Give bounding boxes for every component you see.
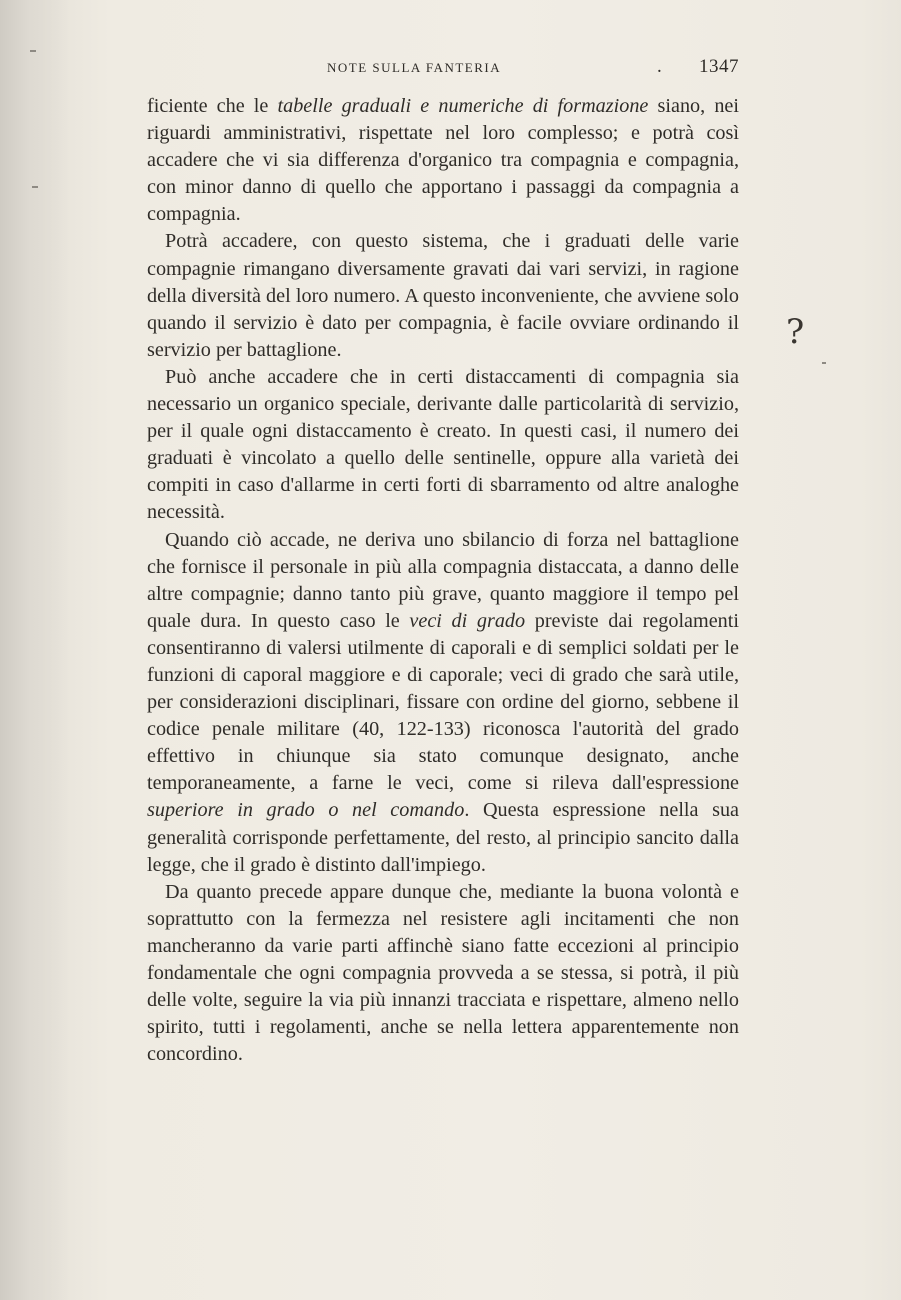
- paragraph: [147, 527, 739, 879]
- body-text: [147, 93, 739, 1068]
- text-run: . Questa espressione nella sua generalità corrisponde perfettamente, del resto, al principio sancito dalla legge, che il grado è distinto dall'impiego.: [147, 799, 740, 876]
- text-run: siano, nei riguardi amministrativi, rispettate nel loro complesso; e potrà così accadere che vi sia differenza d'organico tra compagnia e compagnia, con minor danno di quello che apportano i passaggi da compagnia a compagnia.: [147, 95, 739, 226]
- paragraph: [147, 364, 739, 527]
- text-run: Quando ciò accade, ne deriva uno sbilancio di forza nel battaglione che fornisce il personale in più alla compagnia distaccata, a danno delle altre compagnie; danno tanto più grave, quanto maggiore il tempo pel quale dura. In questo caso le: [147, 528, 739, 632]
- text-run: previste dai regolamenti consentiranno di valersi utilmente di caporali e di semplici soldati per le funzioni di caporal maggiore e di caporale; veci di grado che sarà utile, per considerazioni disciplinari, fissare con ordine del giorno, sebbene il codice penale militare (40, 122-133) riconosca l'autorità del grado effettivo in chiunque sia stato comunque designato, anche temporaneamente, a farne le veci, come si rileva dall'espressione: [147, 609, 739, 795]
- running-title: NOTE SULLA FANTERIA: [327, 60, 502, 75]
- header-dot: .: [657, 56, 663, 77]
- text-run: ficiente che le: [147, 95, 278, 117]
- text-run: Potrà accadere, con questo sistema, che i graduati delle varie compagnie rimangano diversamente gravati dai vari servizi, in ragione della diversità del loro numero. A questo inconveniente, che avviene solo quando il servizio è dato per compagnia, è facile ovviare ordinando il servizio per battaglione.: [147, 230, 739, 361]
- page-number: 1347: [699, 56, 739, 77]
- text-run: Può anche accadere che in certi distaccamenti di compagnia sia necessario un organico speciale, derivante dalle particolarità di servizio, per il quale ogni distaccamento è creato. In questi casi, il numero dei graduati è vincolato a quello delle sentinelle, oppure alla varietà dei compiti in caso d'allarme in certi forti di sbarramento od altre analoghe necessità.: [147, 365, 739, 524]
- paragraph: [147, 93, 739, 228]
- page-gutter-shadow: [0, 0, 70, 1300]
- margin-pencil-mark: ?: [786, 312, 805, 352]
- text-run: Da quanto precede appare dunque che, mediante la buona volontà e soprattutto con la fermezza nel resistere agli incitamenti che non mancheranno da varie parti affinchè siano fatte eccezioni al principio fondamentale che ogni compagnia provveda a se stessa, si potrà, il più delle volte, seguire la via più innanzi tracciata e rispettare, almeno nello spirito, tutti i regolamenti, anche se nella lettera apparentemente non concordino.: [147, 880, 739, 1066]
- margin-tick: [822, 362, 826, 364]
- italic-text: tabelle graduali e numeriche di formazione: [277, 95, 649, 117]
- page-header: [147, 56, 739, 80]
- paragraph: [147, 879, 739, 1069]
- italic-text: superiore in grado o nel comando: [147, 799, 465, 822]
- margin-tick: [32, 186, 38, 188]
- italic-text: veci di grado: [409, 609, 526, 632]
- margin-tick: [30, 50, 36, 52]
- paragraph: [147, 228, 739, 363]
